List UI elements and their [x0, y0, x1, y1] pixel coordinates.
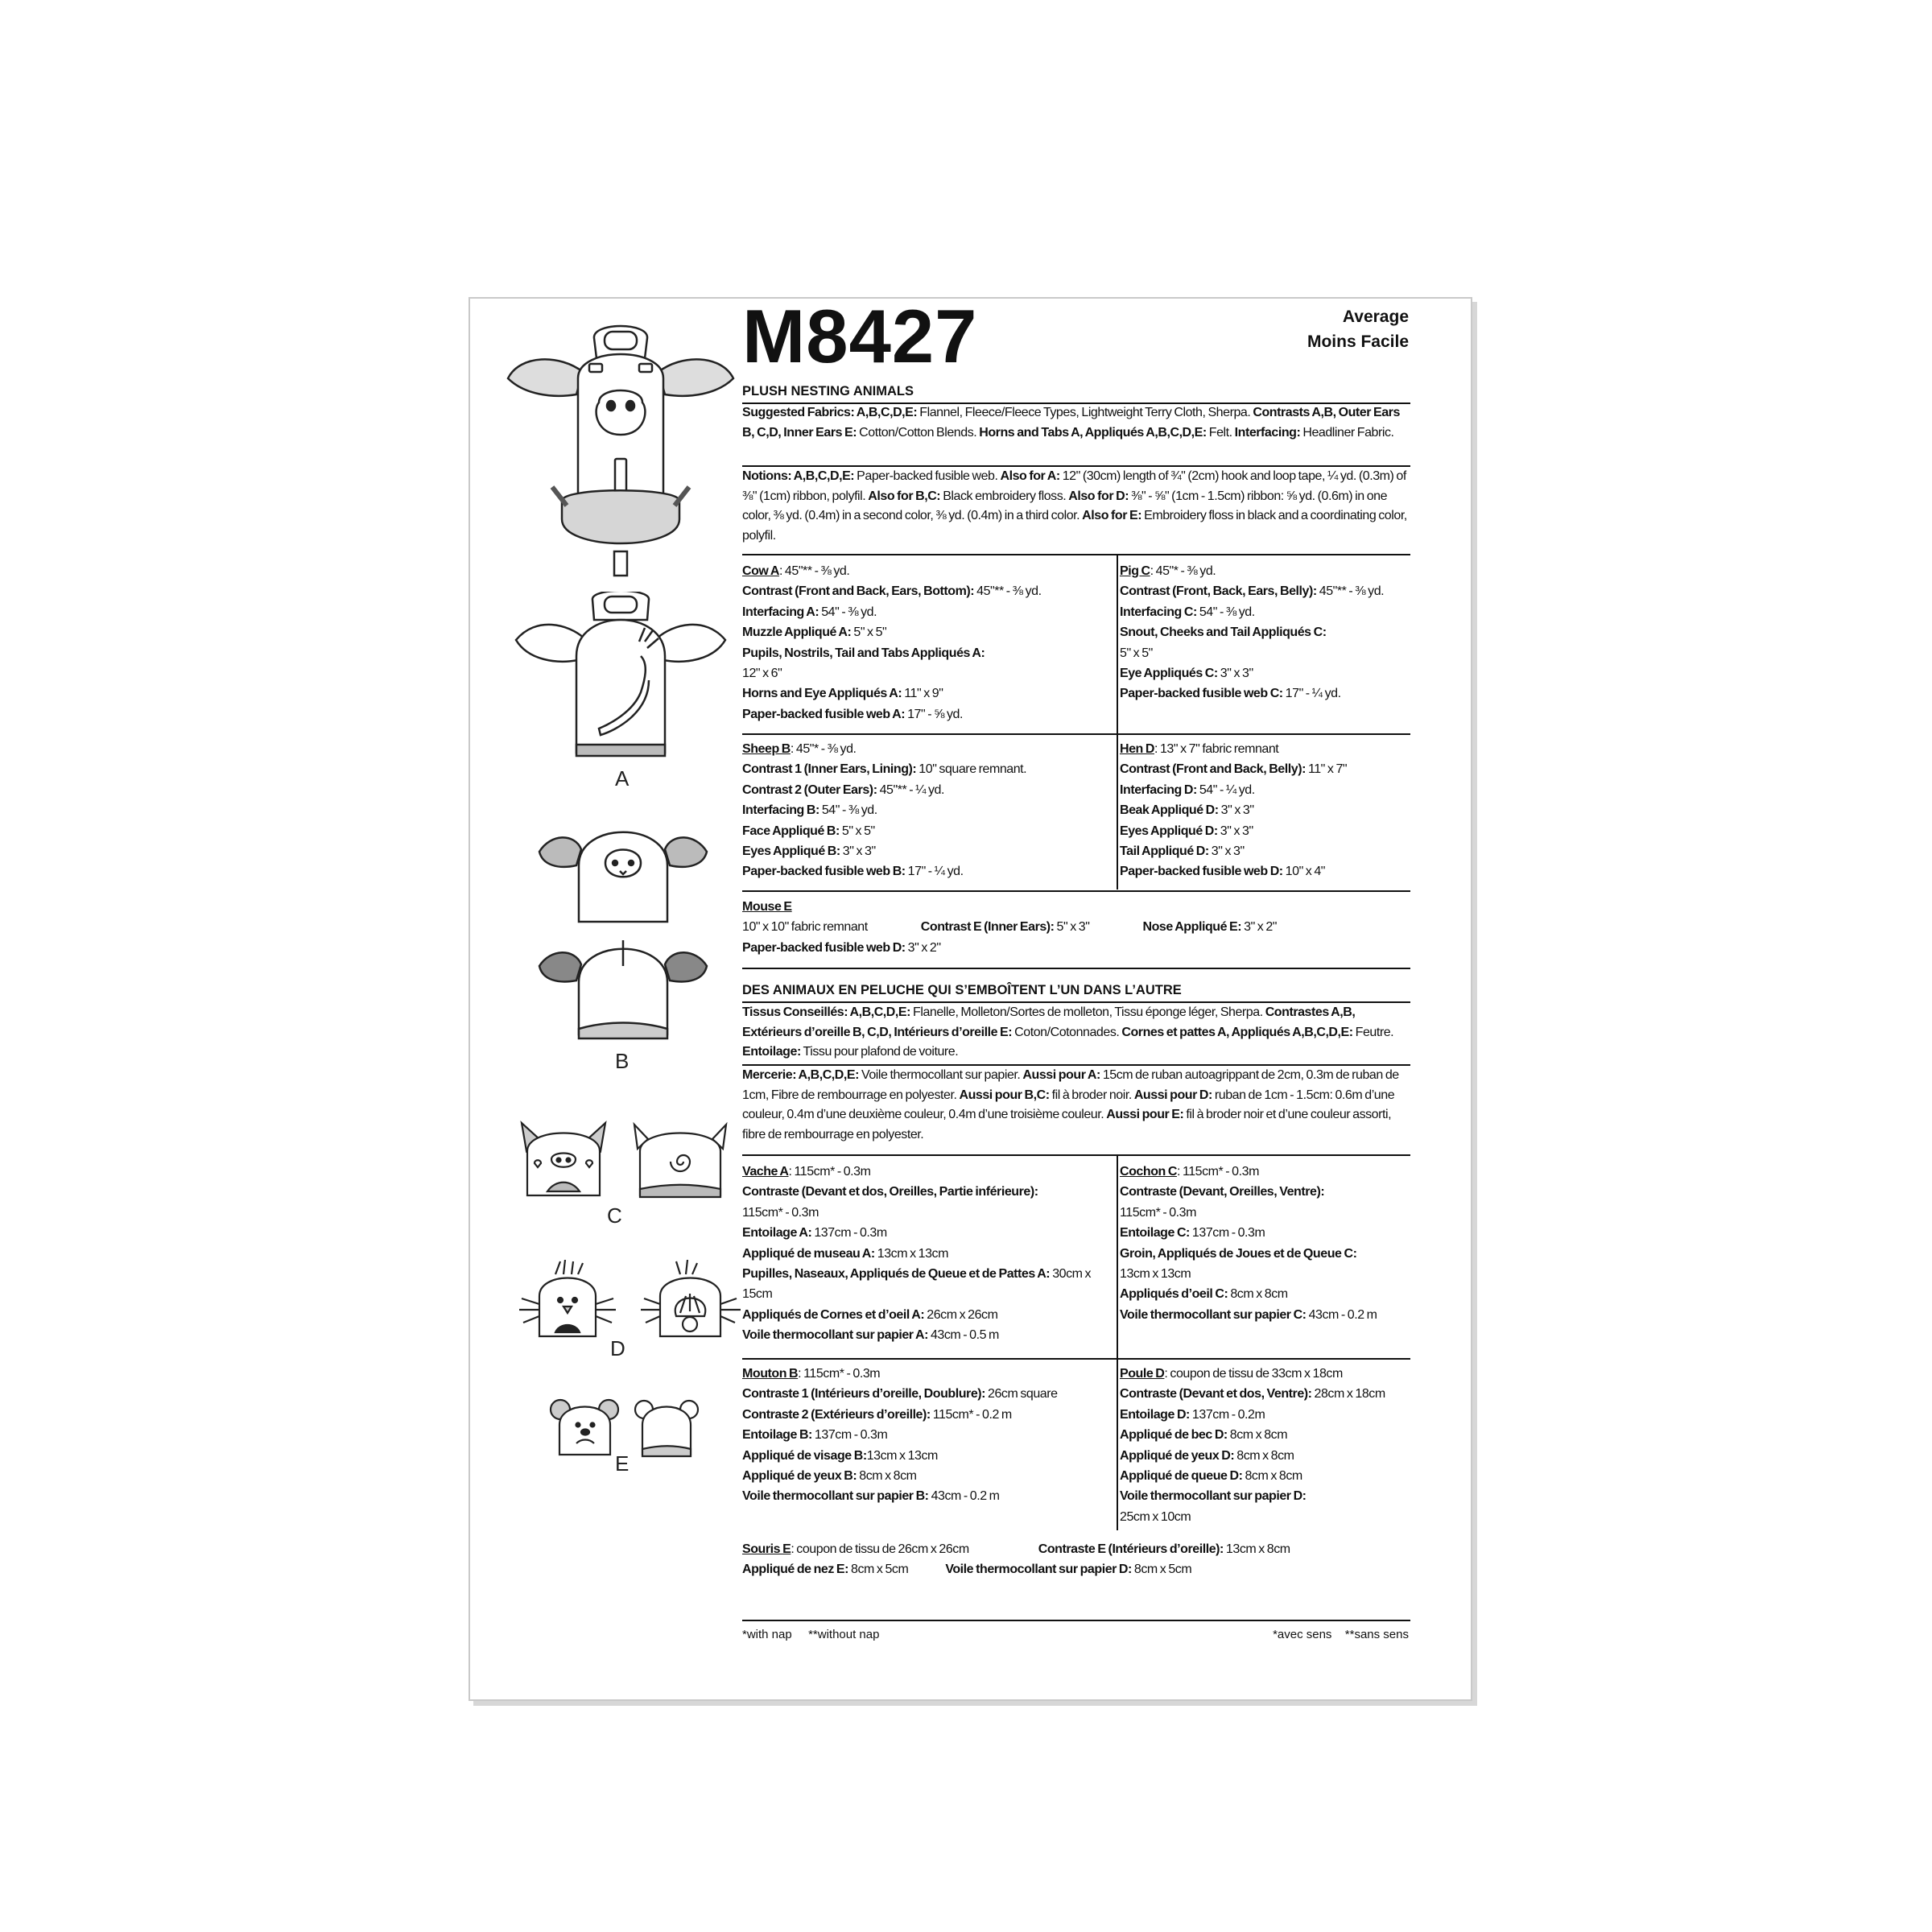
hen-interfacing-label: Interfacing D:: [1120, 782, 1197, 797]
mercerie-d-text: ruban de 1cm - 1.5cm: 0.6m d’une couleur, 0.4m d’une deuxième couleur, 0.4m d’une troisième couleur.: [742, 1088, 1395, 1121]
poule-d-yardage: [1120, 1364, 1410, 1527]
level-en: Average: [1342, 308, 1409, 326]
cow-title: Cow A: [742, 564, 779, 578]
poule-voile-label: Voile thermocollant sur papier D:: [1120, 1489, 1307, 1504]
notions-e-text: Embroidery floss in black and a coordinating color, polyfil.: [742, 509, 1407, 543]
cochon-entoilage-value: 137cm - 0.3m: [1189, 1226, 1265, 1241]
mouse-contrast-value: 5" x 3": [1054, 920, 1090, 935]
vrule-en: [1117, 555, 1118, 890]
pig-interfacing-label: Interfacing C:: [1120, 605, 1197, 619]
poule-contraste-value: 28cm x 18cm: [1311, 1387, 1385, 1402]
cochon-voile-label: Voile thermocollant sur papier C:: [1120, 1307, 1307, 1322]
cochon-fabric: : 115cm* - 0.3m: [1176, 1165, 1259, 1179]
hen-tail-value: 3" x 3": [1208, 844, 1245, 859]
fr-tissus: [742, 1003, 1410, 1063]
cornes-label: Cornes et pattes A, Appliqués A,B,C,D,E:: [1121, 1025, 1353, 1039]
pig-fabric: : 45"* - ⅜ yd.: [1150, 564, 1216, 578]
mercerie-a-label: Aussi pour A:: [1022, 1068, 1100, 1082]
cow-pupils-label: Pupils, Nostrils, Tail and Tabs Appliqués A:: [742, 646, 985, 660]
sheep-title: Sheep B: [742, 742, 791, 756]
contrastes-text: Coton/Cotonnades.: [1012, 1025, 1122, 1039]
mouse-web-value: 3" x 2": [905, 940, 941, 955]
hen-contrast-label: Contrast (Front and Back, Belly):: [1120, 762, 1306, 777]
footer-fr: [1273, 1628, 1409, 1641]
fabrics-label: Suggested Fabrics: A,B,C,D,E:: [742, 406, 918, 419]
vache-contraste-label: Contraste (Devant et dos, Oreilles, Partie inférieure):: [742, 1185, 1038, 1199]
souris-fabric: : coupon de tissu de 26cm x 26cm: [791, 1542, 969, 1556]
mouse-web-label: Paper-backed fusible web D:: [742, 940, 906, 955]
hen-beak-label: Beak Appliqué D:: [1120, 803, 1219, 818]
pig-web-value: 17" - ¼ yd.: [1282, 687, 1341, 701]
cochon-entoilage-label: Entoilage C:: [1120, 1226, 1190, 1241]
rule-en-mouse: [742, 968, 1410, 969]
vache-cornes-value: 26cm x 26cm: [924, 1307, 998, 1322]
contrasts-text: Cotton/Cotton Blends.: [857, 425, 980, 440]
poule-voile-value: 25cm x 10cm: [1120, 1509, 1191, 1524]
footer-en: [742, 1628, 879, 1641]
cow-a-yardage: [742, 561, 1113, 724]
souris-voile-value: 8cm x 5cm: [1131, 1563, 1192, 1577]
mouse-nose-value: 3" x 2": [1241, 920, 1278, 935]
sheep-eyes-label: Eyes Appliqué B:: [742, 844, 840, 859]
notions-d-text: ⅜" - ⅝" (1cm - 1.5cm) ribbon: ⅝ yd. (0.6m) in one color, ⅜ yd. (0.4m) in a second color, ⅜ yd. (0.4m) in a third color.: [742, 489, 1388, 522]
hen-interfacing-value: 54" - ¼ yd.: [1196, 782, 1255, 797]
view-c-illustration: [515, 1115, 741, 1203]
mouse-fabric: 10" x 10" fabric remnant: [742, 920, 868, 935]
vrule-fr: [1117, 1156, 1118, 1530]
rule-fr-mercerie: [742, 1154, 1410, 1156]
entoilage-text: Tissu pour plafond de voiture.: [800, 1045, 959, 1059]
cow-muzzle-label: Muzzle Appliqué A:: [742, 625, 852, 640]
poule-fabric: : coupon de tissu de 33cm x 18cm: [1164, 1367, 1343, 1381]
vache-cornes-label: Appliqués de Cornes et d’oeil A:: [742, 1307, 925, 1322]
vache-fabric: : 115cm* - 0.3m: [788, 1165, 871, 1179]
poule-bec-label: Appliqué de bec D:: [1120, 1428, 1228, 1443]
poule-entoilage-value: 137cm - 0.2m: [1189, 1407, 1265, 1422]
notions-d-label: Also for D:: [1068, 489, 1129, 503]
entoilage-label: Entoilage:: [742, 1045, 801, 1059]
souris-nez-value: 8cm x 5cm: [848, 1563, 909, 1577]
mouton-voile-value: 43cm - 0.2 m: [928, 1489, 1000, 1504]
mouton-entoilage-label: Entoilage B:: [742, 1428, 812, 1443]
mouse-contrast-label: Contrast E (Inner Ears):: [920, 920, 1055, 935]
mercerie-e-text: fil à broder noir et d’une couleur assorti, fibre de rembourrage en polyester.: [742, 1108, 1392, 1141]
footer-with-nap: *with nap: [742, 1628, 792, 1641]
mercerie-d-label: Aussi pour D:: [1133, 1088, 1212, 1102]
hen-d-yardage: [1120, 739, 1410, 882]
vache-pupilles-label: Pupilles, Naseaux, Appliqués de Queue et de Pattes A:: [742, 1267, 1051, 1282]
mercerie-bc-text: fil à broder noir.: [1049, 1088, 1134, 1102]
interfacing-text: Headliner Fabric.: [1300, 425, 1394, 440]
cow-contrast-label: Contrast (Front and Back, Ears, Bottom):: [742, 584, 975, 599]
rule-en-row1: [742, 733, 1410, 735]
sheep-web-value: 17" - ¼ yd.: [905, 865, 964, 879]
mouse-title: Mouse E: [742, 900, 792, 914]
mouton-b-yardage: [742, 1364, 1113, 1507]
souris-title: Souris E: [742, 1542, 791, 1556]
view-b-label: B: [615, 1049, 630, 1073]
mouton-fabric: : 115cm* - 0.3m: [798, 1367, 881, 1381]
mouse-nose-label: Nose Appliqué E:: [1142, 920, 1242, 935]
cochon-oeil-label: Appliqués d’oeil C:: [1120, 1287, 1228, 1302]
mouse-e-yardage: [742, 897, 1410, 958]
notions-a-label: Also for A:: [1000, 469, 1060, 483]
mouton-entoilage-value: 137cm - 0.3m: [811, 1428, 888, 1443]
cow-pupils-value: 12" x 6": [742, 667, 782, 681]
view-a-front-illustration: [504, 322, 737, 588]
sheep-face-value: 5" x 5": [839, 824, 875, 838]
sheep-contrast2-label: Contrast 2 (Outer Ears):: [742, 782, 877, 797]
contrasts-label: Contrasts A,B, Outer Ears B, C,D, Inner Ears E:: [742, 406, 1400, 440]
pattern-number: M8427: [742, 294, 978, 378]
cow-interfacing-label: Interfacing A:: [742, 605, 819, 619]
souris-voile-label: Voile thermocollant sur papier D:: [945, 1563, 1132, 1577]
sheep-contrast2-value: 45"** - ¼ yd.: [877, 782, 945, 797]
souris-contraste-label: Contraste E (Intérieurs d’oreille):: [1038, 1542, 1224, 1556]
horns-text: Felt.: [1206, 425, 1235, 440]
cochon-voile-value: 43cm - 0.2 m: [1306, 1307, 1377, 1322]
cow-muzzle-value: 5" x 5": [851, 625, 887, 640]
en-notions: [742, 467, 1410, 546]
hen-eyes-label: Eyes Appliqué D:: [1120, 824, 1218, 838]
cochon-contraste-value: 115cm* - 0.3m: [1120, 1205, 1197, 1220]
pig-title: Pig C: [1120, 564, 1150, 578]
fr-title: DES ANIMAUX EN PELUCHE QUI S’EMBOÎTENT L’UN DANS L’AUTRE: [742, 983, 1182, 997]
notions-bc-label: Also for B,C:: [868, 489, 941, 503]
hen-web-value: 10" x 4": [1282, 865, 1326, 879]
poule-contraste-label: Contraste (Devant et dos, Ventre):: [1120, 1387, 1312, 1402]
poule-bec-value: 8cm x 8cm: [1227, 1428, 1288, 1443]
fabrics-text: Flannel, Fleece/Fleece Types, Lightweight Terry Cloth, Sherpa.: [917, 406, 1253, 419]
vache-voile-label: Voile thermocollant sur papier A:: [742, 1328, 928, 1343]
vache-title: Vache A: [742, 1165, 789, 1179]
hen-web-label: Paper-backed fusible web D:: [1120, 865, 1283, 879]
vache-pupilles-value: 30cm x 15cm: [742, 1267, 1092, 1302]
souris-contraste-value: 13cm x 8cm: [1223, 1542, 1290, 1556]
sheep-interfacing-label: Interfacing B:: [742, 803, 819, 818]
poule-yeux-label: Appliqué de yeux D:: [1120, 1448, 1235, 1463]
contrastes-label: Contrastes A,B, Extérieurs d’oreille B, C,D, Intérieurs d’oreille E:: [742, 1005, 1356, 1039]
tissus-label: Tissus Conseillés: A,B,C,D,E:: [742, 1005, 911, 1019]
vache-contraste-value: 115cm* - 0.3m: [742, 1205, 819, 1220]
hen-eyes-value: 3" x 3": [1217, 824, 1253, 838]
mercerie-text: Voile thermocollant sur papier.: [859, 1068, 1023, 1082]
poule-yeux-value: 8cm x 8cm: [1234, 1448, 1294, 1463]
vache-entoilage-label: Entoilage A:: [742, 1226, 812, 1241]
cow-horns-label: Horns and Eye Appliqués A:: [742, 687, 902, 701]
mouton-voile-label: Voile thermocollant sur papier B:: [742, 1489, 929, 1504]
vache-museau-value: 13cm x 13cm: [874, 1246, 948, 1261]
pig-contrast-label: Contrast (Front, Back, Ears, Belly):: [1120, 584, 1317, 599]
en-suggested-fabrics: [742, 403, 1410, 443]
mouton-visage-value: 13cm x 13cm: [866, 1448, 938, 1463]
pig-c-yardage: [1120, 561, 1410, 704]
sheep-interfacing-value: 54" - ⅜ yd.: [819, 803, 877, 818]
rule-fr-row1: [742, 1358, 1410, 1360]
mercerie-bc-label: Aussi pour B,C:: [959, 1088, 1050, 1102]
rule-en-notions: [742, 554, 1410, 555]
cochon-title: Cochon C: [1120, 1165, 1177, 1179]
mercerie-label: Mercerie: A,B,C,D,E:: [742, 1068, 860, 1082]
poule-queue-value: 8cm x 8cm: [1242, 1469, 1302, 1484]
mercerie-e-label: Aussi pour E:: [1106, 1108, 1184, 1121]
cow-fabric: : 45"** - ⅜ yd.: [778, 564, 850, 578]
cochon-c-yardage: [1120, 1162, 1410, 1325]
pig-interfacing-value: 54" - ⅜ yd.: [1196, 605, 1255, 619]
hen-beak-value: 3" x 3": [1218, 803, 1254, 818]
sheep-web-label: Paper-backed fusible web B:: [742, 865, 906, 879]
pig-eye-value: 3" x 3": [1217, 667, 1253, 681]
tissus-text: Flanelle, Molleton/Sortes de molleton, Tissu éponge léger, Sherpa.: [910, 1005, 1265, 1019]
footer-sans-sens: **sans sens: [1344, 1628, 1409, 1641]
view-b-back-illustration: [535, 934, 712, 1046]
sheep-contrast1-label: Contrast 1 (Inner Ears, Lining):: [742, 762, 917, 777]
mouton-title: Mouton B: [742, 1367, 799, 1381]
notions-text: Paper-backed fusible web.: [854, 469, 1001, 483]
cow-contrast-value: 45"** - ⅜ yd.: [974, 584, 1042, 599]
notions-e-label: Also for E:: [1082, 509, 1142, 522]
poule-queue-label: Appliqué de queue D:: [1120, 1469, 1243, 1484]
rule-en-row2: [742, 890, 1410, 892]
souris-e-yardage: [742, 1539, 1410, 1580]
vache-a-yardage: [742, 1162, 1113, 1346]
mercerie-a-text: 15cm de ruban autoagrippant de 2cm, 0.3m de ruban de 1cm, Fibre de rembourrage en polyester.: [742, 1068, 1399, 1102]
hen-title: Hen D: [1120, 742, 1154, 756]
fr-mercerie: [742, 1066, 1410, 1145]
notions-label: Notions: A,B,C,D,E:: [742, 469, 855, 483]
view-a-label: A: [615, 766, 630, 791]
notions-a-text: 12" (30cm) length of ¾" (2cm) hook and loop tape, ¼ yd. (0.3m) of ⅜" (1cm) ribbon, polyfil.: [742, 469, 1406, 503]
mouton-contraste2-value: 115cm* - 0.2 m: [930, 1407, 1012, 1422]
vache-voile-value: 43cm - 0.5 m: [927, 1328, 999, 1343]
pig-contrast-value: 45"** - ⅜ yd.: [1316, 584, 1385, 599]
cochon-groin-label: Groin, Appliqués de Joues et de Queue C:: [1120, 1246, 1357, 1261]
poule-title: Poule D: [1120, 1367, 1165, 1381]
sheep-face-label: Face Appliqué B:: [742, 824, 840, 838]
vache-museau-label: Appliqué de museau A:: [742, 1246, 875, 1261]
sheep-b-yardage: [742, 739, 1113, 882]
cochon-oeil-value: 8cm x 8cm: [1228, 1287, 1288, 1302]
hen-tail-label: Tail Appliqué D:: [1120, 844, 1209, 859]
poule-entoilage-label: Entoilage D:: [1120, 1407, 1190, 1422]
difficulty-level: [1307, 304, 1409, 354]
level-fr: Moins Facile: [1307, 332, 1409, 351]
interfacing-label: Interfacing:: [1234, 425, 1301, 440]
view-d-label: D: [610, 1336, 625, 1360]
notions-bc-text: Black embroidery floss.: [940, 489, 1069, 503]
cornes-text: Feutre.: [1352, 1025, 1394, 1039]
mouton-contraste1-value: 26cm square: [985, 1387, 1058, 1402]
sheep-eyes-value: 3" x 3": [840, 844, 876, 859]
view-b-front-illustration: [535, 813, 712, 926]
mouton-yeux-value: 8cm x 8cm: [857, 1469, 917, 1484]
mouton-contraste2-label: Contraste 2 (Extérieurs d’oreille):: [742, 1407, 931, 1422]
view-a-back-illustration: [512, 592, 729, 761]
mouton-visage-label: Appliqué de visage B:: [742, 1448, 867, 1463]
hen-contrast-value: 11" x 7": [1305, 762, 1348, 777]
cow-web-value: 17" - ⅝ yd.: [905, 707, 963, 721]
view-e-label: E: [615, 1451, 630, 1476]
sheep-fabric: : 45"* - ⅜ yd.: [790, 742, 857, 756]
rule-footer: [742, 1620, 1410, 1621]
cochon-contraste-label: Contraste (Devant, Oreilles, Ventre):: [1120, 1185, 1325, 1199]
cochon-groin-value: 13cm x 13cm: [1120, 1267, 1191, 1282]
pig-snout-label: Snout, Cheeks and Tail Appliqués C:: [1120, 625, 1327, 640]
pig-web-label: Paper-backed fusible web C:: [1120, 687, 1283, 701]
mouton-yeux-label: Appliqué de yeux B:: [742, 1469, 857, 1484]
souris-nez-label: Appliqué de nez E:: [742, 1563, 849, 1577]
hen-fabric: : 13" x 7" fabric remnant: [1154, 742, 1279, 756]
vache-entoilage-value: 137cm - 0.3m: [811, 1226, 887, 1241]
footer-without-nap: **without nap: [808, 1628, 880, 1641]
sheep-contrast1-value: 10" square remnant.: [916, 762, 1027, 777]
cow-horns-value: 11" x 9": [902, 687, 943, 701]
footer-avec-sens: *avec sens: [1273, 1628, 1332, 1641]
pig-eye-label: Eye Appliqués C:: [1120, 667, 1218, 681]
mouton-contraste1-label: Contraste 1 (Intérieurs d’oreille, Doublure):: [742, 1387, 986, 1402]
cow-interfacing-value: 54" - ⅜ yd.: [819, 605, 877, 619]
pig-snout-value: 5" x 5": [1120, 646, 1153, 660]
cow-web-label: Paper-backed fusible web A:: [742, 707, 906, 721]
horns-label: Horns and Tabs A, Appliqués A,B,C,D,E:: [979, 425, 1207, 440]
en-title: PLUSH NESTING ANIMALS: [742, 384, 914, 398]
view-c-label: C: [607, 1203, 622, 1228]
view-d-illustration: [515, 1260, 745, 1348]
